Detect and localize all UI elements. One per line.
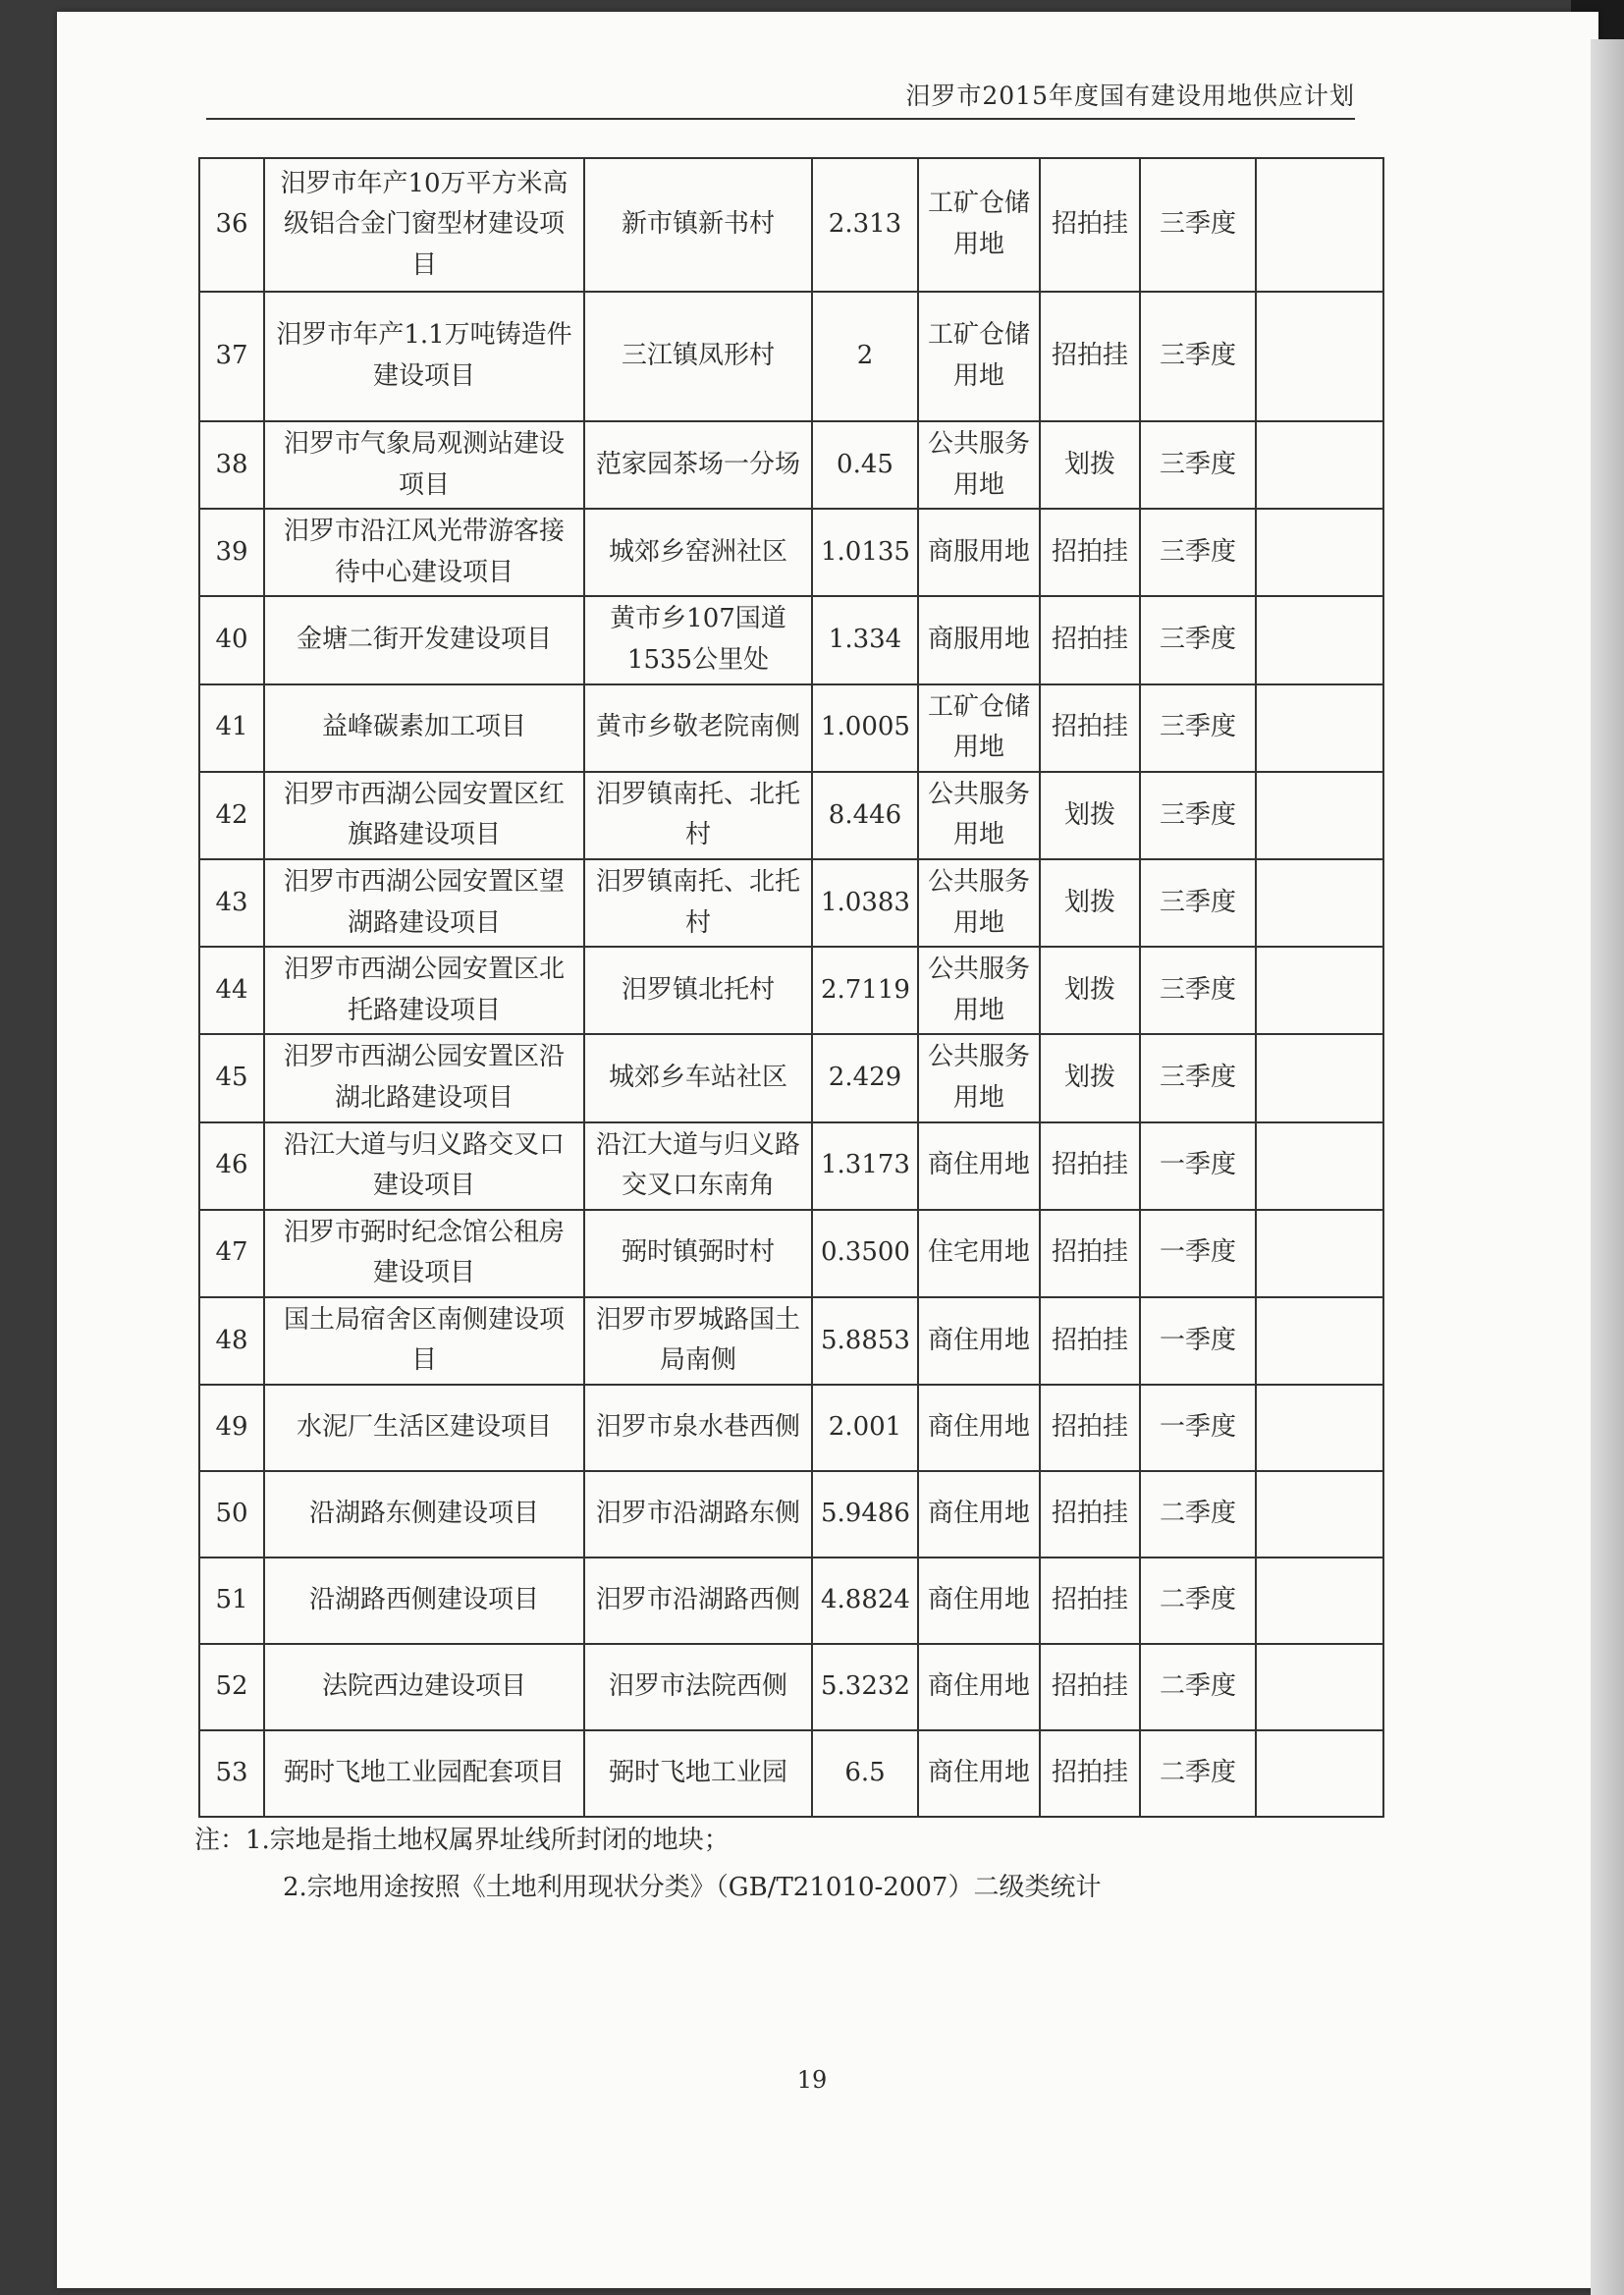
cell-remark xyxy=(1256,1385,1383,1471)
table-row xyxy=(199,1210,1383,1297)
cell-area: 1.0383 xyxy=(812,859,918,947)
cell-number: 52 xyxy=(199,1644,264,1730)
table-row xyxy=(199,596,1383,683)
cell-land-use: 公共服务用地 xyxy=(918,772,1040,859)
cell-number: 53 xyxy=(199,1730,264,1817)
cell-area: 1.3173 xyxy=(812,1122,918,1210)
cell-supply-quarter: 三季度 xyxy=(1140,772,1256,859)
cell-supply-quarter: 三季度 xyxy=(1140,292,1256,421)
cell-number: 43 xyxy=(199,859,264,947)
cell-area: 1.0005 xyxy=(812,684,918,772)
cell-supply-method: 招拍挂 xyxy=(1040,1644,1140,1730)
table-body xyxy=(199,158,1383,1817)
cell-area: 1.0135 xyxy=(812,509,918,596)
cell-supply-method: 招拍挂 xyxy=(1040,1730,1140,1817)
cell-number: 49 xyxy=(199,1385,264,1471)
cell-supply-method: 招拍挂 xyxy=(1040,1122,1140,1210)
cell-project-name: 汨罗市沿江风光带游客接待中心建设项目 xyxy=(264,509,584,596)
table-row xyxy=(199,1644,1383,1730)
cell-number: 39 xyxy=(199,509,264,596)
cell-project-name: 国土局宿舍区南侧建设项目 xyxy=(264,1297,584,1385)
cell-supply-method: 招拍挂 xyxy=(1040,1210,1140,1297)
cell-land-use: 商住用地 xyxy=(918,1122,1040,1210)
table-row xyxy=(199,684,1383,772)
cell-remark xyxy=(1256,1557,1383,1644)
cell-remark xyxy=(1256,1297,1383,1385)
cell-land-use: 商住用地 xyxy=(918,1644,1040,1730)
cell-supply-quarter: 三季度 xyxy=(1140,421,1256,509)
cell-supply-method: 招拍挂 xyxy=(1040,1557,1140,1644)
cell-supply-method: 划拨 xyxy=(1040,859,1140,947)
cell-remark xyxy=(1256,421,1383,509)
cell-remark xyxy=(1256,1122,1383,1210)
cell-land-use: 工矿仓储用地 xyxy=(918,292,1040,421)
cell-project-name: 沿湖路西侧建设项目 xyxy=(264,1557,584,1644)
cell-land-use: 商住用地 xyxy=(918,1471,1040,1557)
cell-project-name: 汨罗市年产10万平方米高级铝合金门窗型材建设项目 xyxy=(264,158,584,292)
table-notes xyxy=(194,1817,1101,1911)
cell-land-use: 商服用地 xyxy=(918,509,1040,596)
cell-remark xyxy=(1256,158,1383,292)
cell-area: 5.8853 xyxy=(812,1297,918,1385)
cell-number: 48 xyxy=(199,1297,264,1385)
cell-project-name: 汨罗市年产1.1万吨铸造件建设项目 xyxy=(264,292,584,421)
cell-supply-quarter: 一季度 xyxy=(1140,1297,1256,1385)
table-row xyxy=(199,772,1383,859)
cell-area: 6.5 xyxy=(812,1730,918,1817)
cell-location: 汨罗镇北托村 xyxy=(584,947,812,1034)
cell-location: 汨罗市沿湖路东侧 xyxy=(584,1471,812,1557)
cell-project-name: 金塘二街开发建设项目 xyxy=(264,596,584,683)
land-supply-table xyxy=(198,157,1384,1818)
cell-land-use: 商住用地 xyxy=(918,1385,1040,1471)
cell-land-use: 商住用地 xyxy=(918,1557,1040,1644)
cell-land-use: 工矿仓储用地 xyxy=(918,684,1040,772)
cell-location: 汨罗市法院西侧 xyxy=(584,1644,812,1730)
cell-supply-quarter: 三季度 xyxy=(1140,684,1256,772)
cell-area: 8.446 xyxy=(812,772,918,859)
cell-location: 汨罗市罗城路国土局南侧 xyxy=(584,1297,812,1385)
cell-remark xyxy=(1256,859,1383,947)
cell-number: 36 xyxy=(199,158,264,292)
table-row xyxy=(199,1730,1383,1817)
cell-location: 汨罗镇南托、北托村 xyxy=(584,859,812,947)
cell-supply-method: 招拍挂 xyxy=(1040,509,1140,596)
cell-area: 0.3500 xyxy=(812,1210,918,1297)
cell-supply-quarter: 一季度 xyxy=(1140,1122,1256,1210)
cell-area: 2.7119 xyxy=(812,947,918,1034)
cell-land-use: 工矿仓储用地 xyxy=(918,158,1040,292)
cell-project-name: 汨罗市西湖公园安置区红旗路建设项目 xyxy=(264,772,584,859)
cell-number: 50 xyxy=(199,1471,264,1557)
cell-area: 2 xyxy=(812,292,918,421)
header-title: 汨罗市2015年度国有建设用地供应计划 xyxy=(905,82,1355,110)
cell-land-use: 商服用地 xyxy=(918,596,1040,683)
page-number: 19 xyxy=(796,2066,828,2094)
cell-location: 汨罗镇南托、北托村 xyxy=(584,772,812,859)
cell-project-name: 汨罗市西湖公园安置区北托路建设项目 xyxy=(264,947,584,1034)
table-row xyxy=(199,947,1383,1034)
cell-location: 汨罗市沿湖路西侧 xyxy=(584,1557,812,1644)
cell-supply-method: 招拍挂 xyxy=(1040,596,1140,683)
cell-area: 5.9486 xyxy=(812,1471,918,1557)
cell-supply-quarter: 三季度 xyxy=(1140,947,1256,1034)
cell-number: 47 xyxy=(199,1210,264,1297)
cell-area: 2.429 xyxy=(812,1034,918,1121)
cell-supply-method: 招拍挂 xyxy=(1040,1297,1140,1385)
cell-supply-method: 划拨 xyxy=(1040,772,1140,859)
table-row xyxy=(199,1557,1383,1644)
cell-remark xyxy=(1256,772,1383,859)
cell-supply-quarter: 三季度 xyxy=(1140,596,1256,683)
cell-location: 城郊乡窑洲社区 xyxy=(584,509,812,596)
cell-area: 4.8824 xyxy=(812,1557,918,1644)
cell-area: 2.313 xyxy=(812,158,918,292)
cell-land-use: 商住用地 xyxy=(918,1730,1040,1817)
cell-land-use: 公共服务用地 xyxy=(918,947,1040,1034)
cell-supply-quarter: 三季度 xyxy=(1140,1034,1256,1121)
cell-number: 42 xyxy=(199,772,264,859)
cell-land-use: 住宅用地 xyxy=(918,1210,1040,1297)
cell-location: 三江镇凤形村 xyxy=(584,292,812,421)
cell-number: 51 xyxy=(199,1557,264,1644)
cell-supply-method: 招拍挂 xyxy=(1040,158,1140,292)
table-row xyxy=(199,1034,1383,1121)
cell-land-use: 商住用地 xyxy=(918,1297,1040,1385)
cell-location: 沿江大道与归义路交叉口东南角 xyxy=(584,1122,812,1210)
note-1: 注：1.宗地是指土地权属界址线所封闭的地块； xyxy=(194,1826,730,1855)
table-row xyxy=(199,1385,1383,1471)
cell-land-use: 公共服务用地 xyxy=(918,1034,1040,1121)
cell-number: 38 xyxy=(199,421,264,509)
table-row xyxy=(199,421,1383,509)
cell-area: 2.001 xyxy=(812,1385,918,1471)
cell-supply-method: 划拨 xyxy=(1040,947,1140,1034)
cell-remark xyxy=(1256,1034,1383,1121)
cell-project-name: 弼时飞地工业园配套项目 xyxy=(264,1730,584,1817)
cell-location: 城郊乡车站社区 xyxy=(584,1034,812,1121)
cell-remark xyxy=(1256,292,1383,421)
cell-number: 46 xyxy=(199,1122,264,1210)
cell-project-name: 汨罗市西湖公园安置区沿湖北路建设项目 xyxy=(264,1034,584,1121)
cell-project-name: 沿江大道与归义路交叉口建设项目 xyxy=(264,1122,584,1210)
cell-remark xyxy=(1256,1644,1383,1730)
cell-supply-method: 划拨 xyxy=(1040,421,1140,509)
cell-land-use: 公共服务用地 xyxy=(918,421,1040,509)
cell-supply-quarter: 一季度 xyxy=(1140,1210,1256,1297)
table-row xyxy=(199,292,1383,421)
cell-location: 黄市乡107国道1535公里处 xyxy=(584,596,812,683)
cell-project-name: 法院西边建设项目 xyxy=(264,1644,584,1730)
table-row xyxy=(199,1471,1383,1557)
cell-number: 41 xyxy=(199,684,264,772)
cell-location: 弼时镇弼时村 xyxy=(584,1210,812,1297)
table-row xyxy=(199,1297,1383,1385)
cell-remark xyxy=(1256,1471,1383,1557)
cell-supply-quarter: 二季度 xyxy=(1140,1471,1256,1557)
cell-area: 0.45 xyxy=(812,421,918,509)
cell-location: 黄市乡敬老院南侧 xyxy=(584,684,812,772)
cell-location: 新市镇新书村 xyxy=(584,158,812,292)
note-2: 2.宗地用途按照《土地利用现状分类》（GB/T21010-2007）二级类统计 xyxy=(283,1873,1102,1902)
cell-remark xyxy=(1256,1730,1383,1817)
cell-number: 37 xyxy=(199,292,264,421)
cell-number: 44 xyxy=(199,947,264,1034)
cell-number: 40 xyxy=(199,596,264,683)
table-row xyxy=(199,158,1383,292)
table-row xyxy=(199,509,1383,596)
cell-supply-quarter: 一季度 xyxy=(1140,1385,1256,1471)
cell-project-name: 沿湖路东侧建设项目 xyxy=(264,1471,584,1557)
cell-supply-method: 招拍挂 xyxy=(1040,1385,1140,1471)
scan-page-edge xyxy=(1591,39,1624,2295)
cell-supply-method: 招拍挂 xyxy=(1040,684,1140,772)
cell-supply-method: 划拨 xyxy=(1040,1034,1140,1121)
cell-remark xyxy=(1256,947,1383,1034)
table-row xyxy=(199,1122,1383,1210)
cell-remark xyxy=(1256,1210,1383,1297)
cell-project-name: 益峰碳素加工项目 xyxy=(264,684,584,772)
cell-project-name: 汨罗市西湖公园安置区望湖路建设项目 xyxy=(264,859,584,947)
cell-area: 1.334 xyxy=(812,596,918,683)
page-header xyxy=(206,69,1355,120)
cell-project-name: 水泥厂生活区建设项目 xyxy=(264,1385,584,1471)
cell-location: 弼时飞地工业园 xyxy=(584,1730,812,1817)
cell-supply-quarter: 三季度 xyxy=(1140,509,1256,596)
table-row xyxy=(199,859,1383,947)
cell-number: 45 xyxy=(199,1034,264,1121)
cell-project-name: 汨罗市弼时纪念馆公租房建设项目 xyxy=(264,1210,584,1297)
cell-supply-quarter: 三季度 xyxy=(1140,859,1256,947)
cell-supply-quarter: 三季度 xyxy=(1140,158,1256,292)
cell-supply-quarter: 二季度 xyxy=(1140,1557,1256,1644)
cell-location: 汨罗市泉水巷西侧 xyxy=(584,1385,812,1471)
cell-project-name: 汨罗市气象局观测站建设项目 xyxy=(264,421,584,509)
cell-location: 范家园茶场一分场 xyxy=(584,421,812,509)
cell-supply-method: 招拍挂 xyxy=(1040,1471,1140,1557)
cell-supply-method: 招拍挂 xyxy=(1040,292,1140,421)
cell-remark xyxy=(1256,596,1383,683)
cell-supply-quarter: 二季度 xyxy=(1140,1644,1256,1730)
cell-remark xyxy=(1256,684,1383,772)
cell-supply-quarter: 二季度 xyxy=(1140,1730,1256,1817)
cell-land-use: 公共服务用地 xyxy=(918,859,1040,947)
cell-remark xyxy=(1256,509,1383,596)
cell-area: 5.3232 xyxy=(812,1644,918,1730)
